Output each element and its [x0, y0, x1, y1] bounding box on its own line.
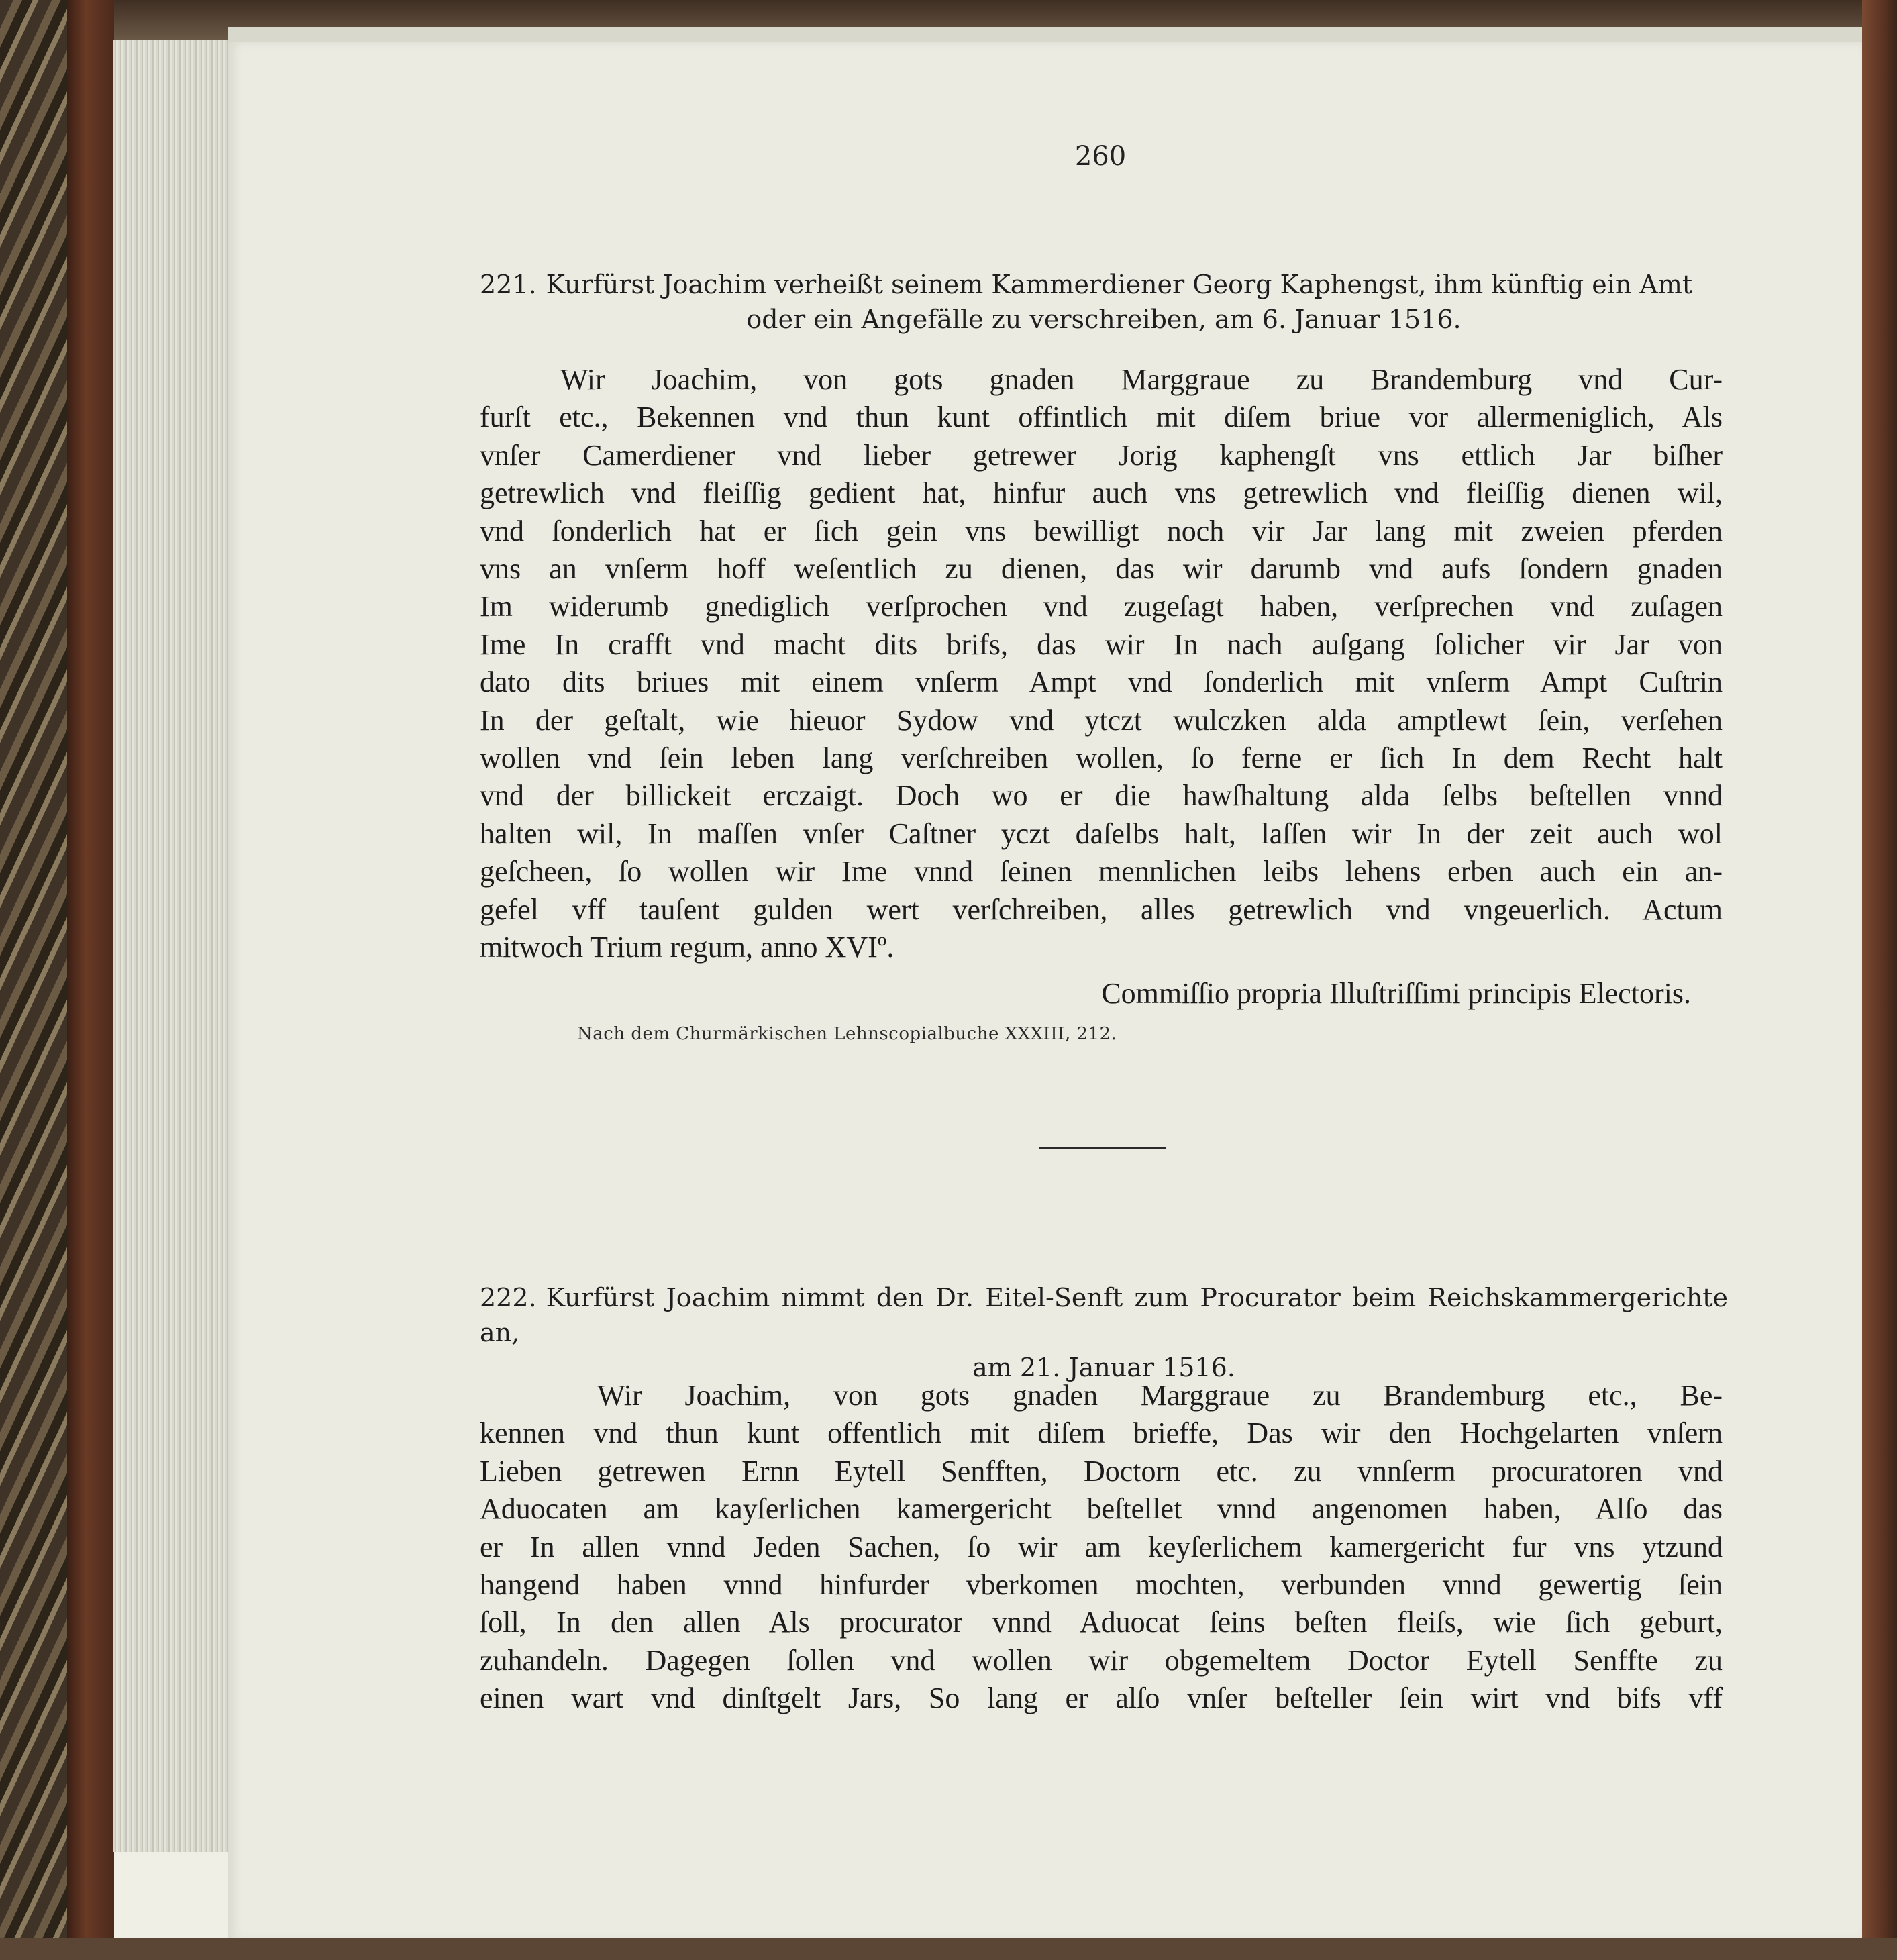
page-number: 260: [1074, 141, 1127, 172]
text-line: geſcheen, ſo wollen wir Ime vnnd ſeinen mennlichen leibs lehens erben auch ein an-: [480, 855, 1723, 888]
entry-number: 222.: [480, 1283, 537, 1312]
text-line: vns an vnſerm hoff weſentlich zu dienen, das wir darumb vnd aufs ſondern gnaden: [480, 552, 1723, 586]
entry-heading-line: Kurfürst Joachim verheißt seinem Kammerdiener Georg Kaphengst, ihm künftig ein Amt: [546, 270, 1693, 299]
text-line: vnſer Camerdiener vnd lieber getrewer Jorig kaphengſt vns ettlich Jar biſher: [480, 438, 1723, 472]
text-line: er In allen vnnd Jeden Sachen, ſo wir am keyſerlichem kamergericht fur vns ytzund: [480, 1530, 1723, 1563]
text-line: dato dits briues mit einem vnſerm Ampt vnd ſonderlich mit vnſerm Ampt Cuſtrin: [480, 666, 1723, 699]
text-line: Aduocaten am kayſerlichen kamergericht beſtellet vnnd angenomen haben, Alſo das: [480, 1492, 1723, 1526]
text-line: gefel vff tauſent gulden wert verſchreiben, alles getrewlich vnd vngeuerlich. Actum: [480, 892, 1723, 926]
text-line: Wir Joachim, von gots gnaden Marggraue zu Brandemburg vnd Cur-: [560, 363, 1723, 396]
text-line: einen wart vnd dinſtgelt Jars, So lang er alſo vnſer beſteller ſein wirt vnd bifs vff: [480, 1682, 1723, 1715]
page-top-edge: [228, 27, 1862, 43]
entry-heading-line: oder ein Angefälle zu verschreiben, am 6. Januar 1516.: [746, 305, 1462, 334]
signature-line: Commiſſio propria Illuſtriſſimi principis Electoris.: [1101, 977, 1691, 1010]
text-line: vnd der billickeit erczaigt. Doch wo er die hawſhaltung alda ſelbs beſtellen vnnd: [480, 779, 1723, 813]
book-spine: [67, 0, 114, 1960]
text-line: zuhandeln. Dagegen ſollen vnd wollen wir obgemeltem Doctor Eytell Senffte zu: [480, 1643, 1723, 1677]
text-line: Ime In crafft vnd macht dits brifs, das wir In nach auſgang ſolicher vir Jar von: [480, 627, 1723, 661]
entry-heading: [480, 1280, 1728, 1385]
text-line: In der geſtalt, wie hieuor Sydow vnd ytczt wulczken alda amptlewt ſein, verſehen: [480, 703, 1723, 737]
book-cover-right: [1862, 0, 1897, 1960]
page-edges: [113, 40, 234, 1852]
book-cover-bottom: [0, 1938, 1897, 1960]
entry-number: 221.: [480, 270, 537, 299]
text-line: Lieben getrewen Ernn Eytell Senfften, Doctorn etc. zu vnnſerm procuratoren vnd: [480, 1454, 1723, 1488]
entry-heading-line: am 21. Januar 1516.: [972, 1353, 1235, 1382]
text-line: getrewlich vnd fleiſſig gedient hat, hinfur auch vns getrewlich vnd fleiſſig dienen wil,: [480, 476, 1723, 510]
text-line: Wir Joachim, von gots gnaden Marggraue zu Brandemburg etc., Be-: [597, 1379, 1723, 1412]
entry-heading-line: Kurfürst Joachim nimmt den Dr. Eitel-Senft zum Procurator beim Reichskammergerichte an,: [480, 1283, 1728, 1347]
text-line: furſt etc., Bekennen vnd thun kunt offintlich mit diſem briue vor allermeniglich, Als: [480, 401, 1723, 434]
text-line: mitwoch Trium regum, anno XVIº.: [480, 931, 894, 964]
text-line: hangend haben vnnd hinfurder vberkomen mochten, verbunden vnnd gewertig ſein: [480, 1568, 1723, 1602]
text-line: wollen vnd ſein leben lang verſchreiben wollen, ſo ferne er ſich In dem Recht halt: [480, 741, 1723, 775]
section-divider: [1039, 1147, 1166, 1149]
text-line: kennen vnd thun kunt offentlich mit diſem brieffe, Das wir den Hochgelarten vnſern: [480, 1416, 1723, 1450]
text-line: ſoll, In den allen Als procurator vnnd Aduocat ſeins beſten fleiſs, wie ſich geburt,: [480, 1606, 1723, 1639]
entry-body: [480, 361, 1723, 967]
text-line: vnd ſonderlich hat er ſich gein vns bewilligt noch vir Jar lang mit zweien pferden: [480, 514, 1723, 548]
entry-heading: [480, 267, 1728, 337]
source-note: Nach dem Churmärkischen Lehnscopialbuche XXXIII, 212.: [577, 1024, 1117, 1044]
text-line: halten wil, In maſſen vnſer Caſtner yczt daſelbs halt, laſſen wir In der zeit auch wol: [480, 817, 1723, 850]
entry-body: [480, 1377, 1723, 1718]
text-line: Im widerumb gnediglich verſprochen vnd zugeſagt haben, verſprechen vnd zuſagen: [480, 590, 1723, 623]
